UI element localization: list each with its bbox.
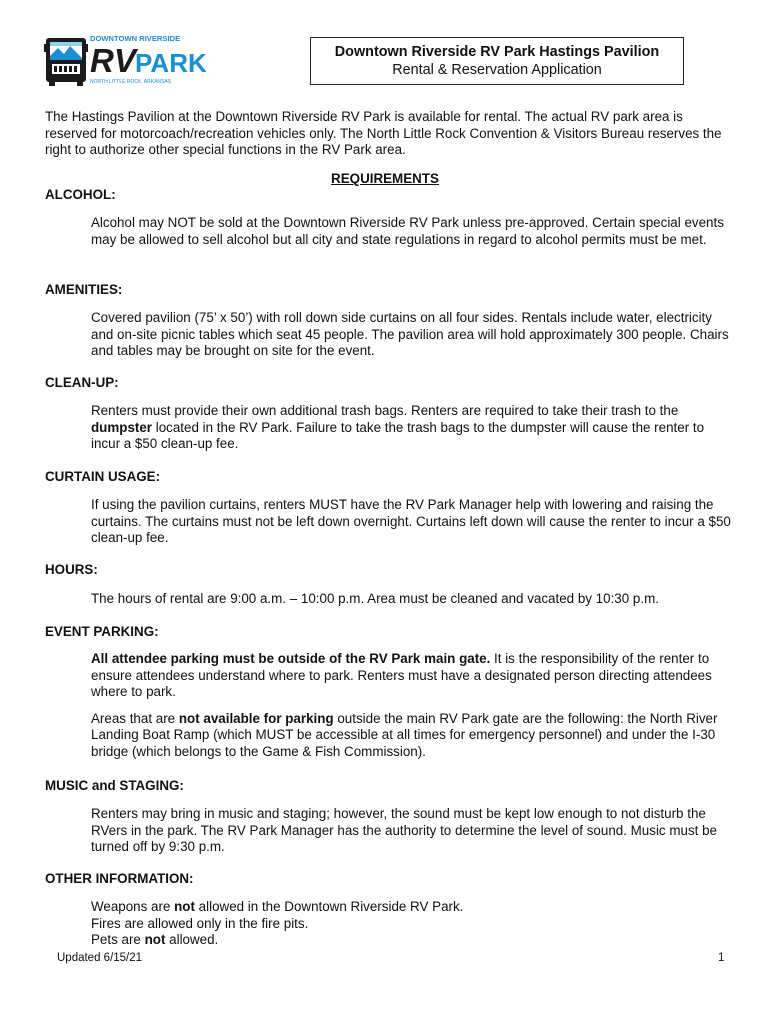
amenities-text: Covered pavilion (75’ x 50’) with roll down side curtains on all four sides. Rentals include water, electricity and on-site picnic tables which seat 45 people. The pavilion area will hold approximately 300 people. Chairs and tables may be brought on site for the event. bbox=[91, 310, 729, 358]
document-title: Downtown Riverside RV Park Hastings Pavilion bbox=[334, 44, 660, 60]
section-title-hours: HOURS: bbox=[45, 562, 98, 577]
logo-rv-text: RV bbox=[90, 42, 136, 79]
logo-bottom-text: NORTH LITTLE ROCK, ARKANSAS bbox=[90, 79, 172, 85]
title-box bbox=[310, 37, 684, 85]
alcohol-text: Alcohol may NOT be sold at the Downtown Riverside RV Park unless pre-approved. Certain special events may be allowed to sell alcohol but all city and state regulations in regard to alcohol permits must be met. bbox=[91, 215, 724, 247]
hours-text: The hours of rental are 9:00 a.m. – 10:00 p.m. Area must be cleaned and vacated by 10:30 p.m. bbox=[91, 591, 659, 606]
music-text: Renters may bring in music and staging; however, the sound must be kept low enough to not disturb the RVers in the park. The RV Park Manager has the authority to determine the level of sound. Music must be turned off by 9:30 p.m. bbox=[91, 806, 717, 854]
section-title-music: MUSIC and STAGING: bbox=[45, 778, 184, 793]
logo-park-text: PARK bbox=[135, 48, 207, 78]
curtain-text: If using the pavilion curtains, renters MUST have the RV Park Manager help with lowering and raising the curtains. The curtains must not be left down overnight. Curtains left down will cause the renter to incur a $50 clean-up fee. bbox=[91, 497, 731, 545]
other-line-weapons: Weapons are not allowed in the Downtown Riverside RV Park. bbox=[91, 899, 464, 914]
section-title-parking: EVENT PARKING: bbox=[45, 624, 159, 639]
section-body-parking bbox=[91, 651, 731, 760]
section-body-cleanup bbox=[91, 403, 731, 453]
requirements-heading: REQUIREMENTS bbox=[331, 171, 439, 186]
rv-park-logo bbox=[44, 30, 207, 88]
section-body-music bbox=[91, 806, 731, 856]
section-body-other bbox=[91, 899, 731, 949]
section-title-curtain: CURTAIN USAGE: bbox=[45, 469, 161, 484]
logo-top-text: DOWNTOWN RIVERSIDE bbox=[90, 34, 181, 43]
footer-page-number: 1 bbox=[718, 952, 725, 964]
requirements-heading-row bbox=[0, 171, 770, 186]
other-line-fires: Fires are allowed only in the fire pits. bbox=[91, 915, 309, 931]
section-title-other: OTHER INFORMATION: bbox=[45, 871, 194, 886]
cleanup-text: Renters must provide their own additional trash bags. Renters are required to take their trash to the dumpster located in the RV Park. Failure to take the trash bags to the dumpster will cause the renter to incur a $50 clean-up fee. bbox=[91, 403, 705, 451]
section-title-cleanup: CLEAN-UP: bbox=[45, 375, 119, 390]
section-title-alcohol: ALCOHOL: bbox=[45, 187, 116, 202]
section-body-alcohol bbox=[91, 215, 731, 248]
intro-paragraph: The Hastings Pavilion at the Downtown Riverside RV Park is available for rental. The actual RV park area is reserved for motorcoach/recreation vehicles only. The North Little Rock Convention & Visitors Bureau reserves the right to authorize other special functions in the RV Park area. bbox=[45, 109, 722, 157]
footer-updated-date: Updated 6/15/21 bbox=[57, 952, 143, 964]
parking-text-2: Areas that are not available for parking outside the main RV Park gate are the following: the North River Landing Boat Ramp (which MUST be accessible at all times for emergency personnel) and under the I-30 bridge (which belongs to the Game & Fish Commission). bbox=[91, 710, 718, 759]
document-subtitle: Rental & Reservation Application bbox=[392, 62, 602, 78]
other-line-pets: Pets are not allowed. bbox=[91, 932, 219, 947]
bus-icon bbox=[44, 38, 88, 86]
parking-text-1: All attendee parking must be outside of the RV Park main gate. It is the responsibility of the renter to ensure attendees understand where to park. Renters must have a designated person directing attendees where to park. bbox=[91, 651, 712, 699]
section-title-amenities: AMENITIES: bbox=[45, 282, 123, 297]
section-body-curtain bbox=[91, 497, 731, 547]
section-body-hours bbox=[91, 591, 731, 608]
section-body-amenities bbox=[91, 310, 731, 360]
